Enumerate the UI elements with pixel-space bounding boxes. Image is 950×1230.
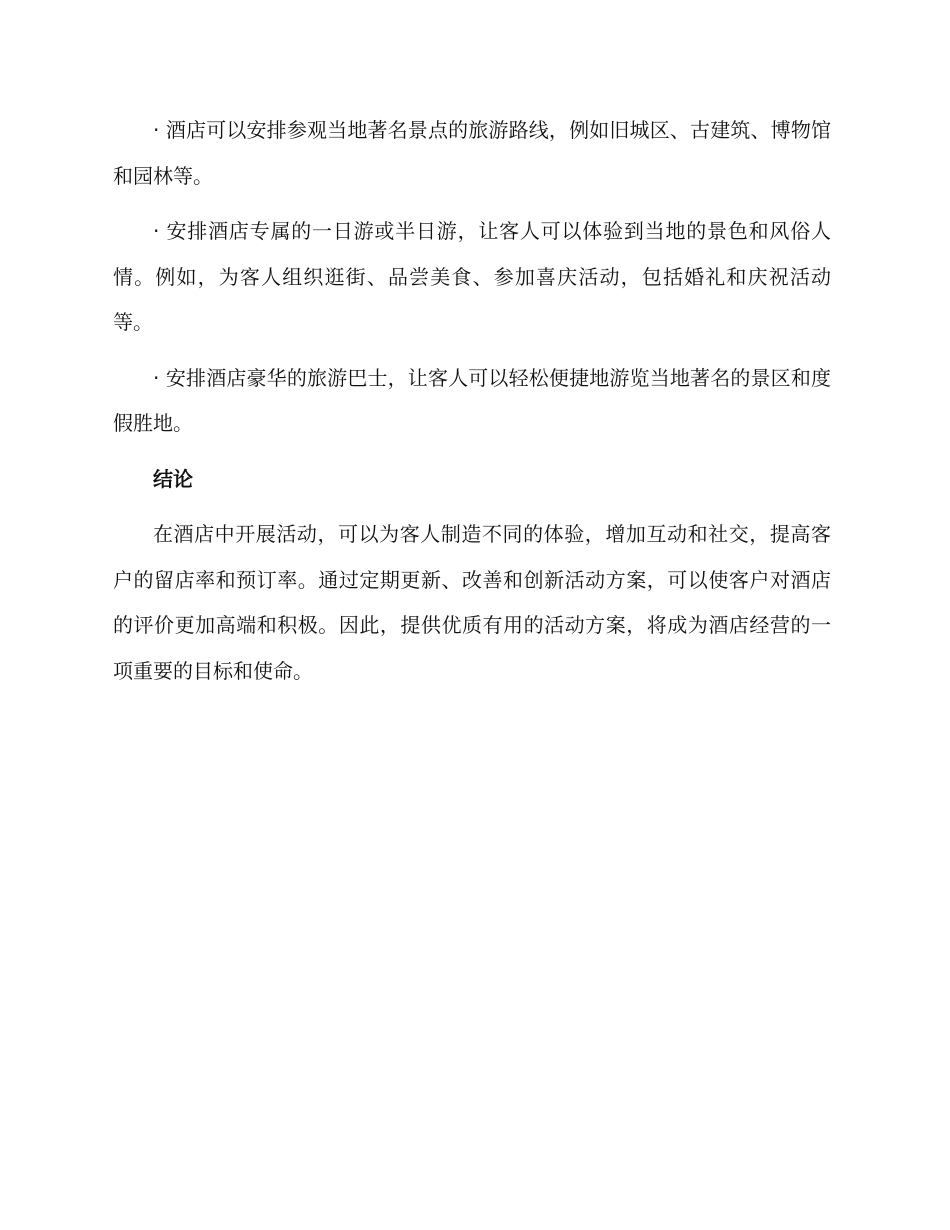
conclusion-heading: 结论 (153, 466, 193, 491)
conclusion-paragraph: 在酒店中开展活动，可以为客人制造不同的体验，增加互动和社交，提高客户的留店率和预订率。通过定期更新、改善和创新活动方案，可以使客户对酒店的评价更加高端和积极。因此，提供优质有用的活动方案，将成为酒店经营的一项重要的目标和使命。 (113, 522, 831, 683)
bullet-paragraph-day-tours: · 安排酒店专属的一日游或半日游，让客人可以体验到当地的景色和风俗人情。例如，为客人组织逛街、品尝美食、参加喜庆活动，包括婚礼和庆祝活动等。 (113, 219, 831, 334)
document-page (113, 108, 831, 704)
bullet-paragraph-sightseeing-routes: · 酒店可以安排参观当地著名景点的旅游路线，例如旧城区、古建筑、博物馆和园林等。 (113, 118, 831, 188)
bullet-paragraph-tour-bus: · 安排酒店豪华的旅游巴士，让客人可以轻松便捷地游览当地著名的景区和度假胜地。 (113, 365, 831, 435)
